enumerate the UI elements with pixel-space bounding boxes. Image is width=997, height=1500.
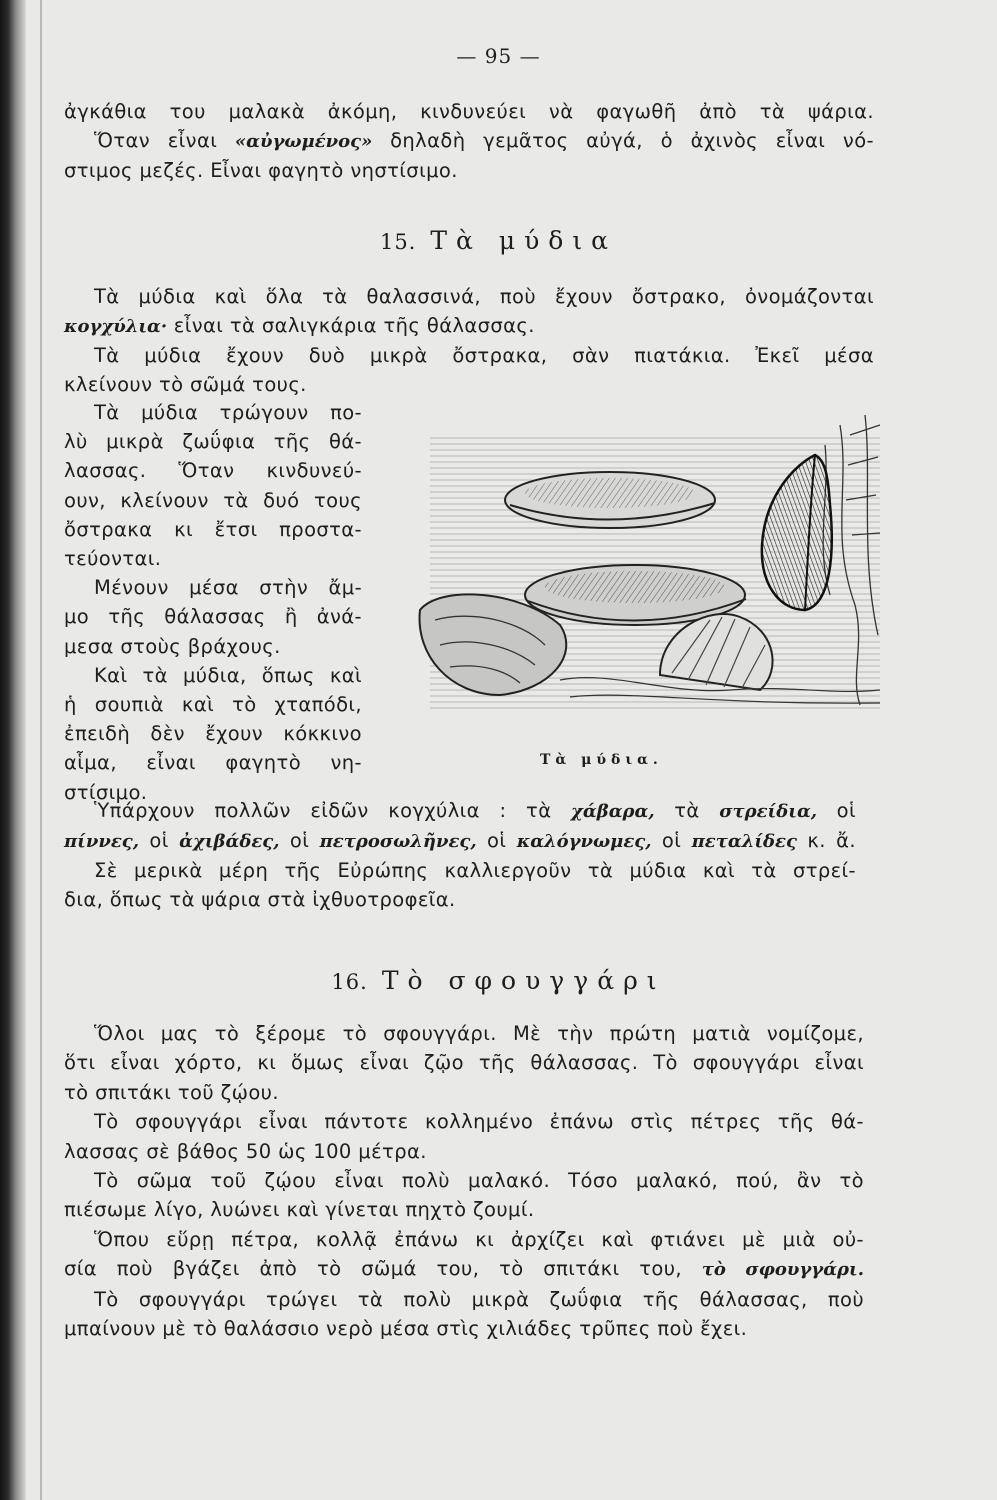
text-run: οἱ — [661, 829, 682, 852]
text-line: κλείνουν τὸ σῶμά τους. — [64, 373, 307, 396]
text-line: ἀγκάθια του μαλακὰ ἀκόμη, κινδυνεύει νὰ φαγωθῆ ἀπὸ τὰ ψάρια. — [64, 100, 874, 123]
text-line: μο τῆς θάλασσας ἢ ἀνά- — [64, 605, 362, 629]
text-line: λασσας σὲ βάθος 50 ὡς 100 μέτρα. — [64, 1139, 427, 1163]
text-line: Τὰ μύδια τρώγουν πο- — [94, 401, 362, 424]
text-line — [64, 796, 856, 826]
emphasized-term: ἀχιβάδες, — [179, 831, 280, 852]
text-line: μεσα στοὺς βράχους. — [64, 634, 281, 658]
emphasized-term: χάβαρα, — [571, 801, 655, 822]
intro-paragraph — [64, 97, 874, 185]
emphasized-term: τὸ σφουγγάρι. — [701, 1259, 864, 1281]
text-line: Τὸ σφουγγάρι εἶναι πάντοτε κολλημένο ἐπάνω στὶς πέτρες τῆς θά- — [94, 1110, 864, 1134]
text-run: οἱ — [149, 829, 169, 852]
text-line: λὺ μικρὰ ζωΰφια τῆς θά- — [64, 430, 362, 454]
text-run: οἱ — [836, 799, 857, 822]
text-line: Τὰ μύδια ἔχουν δυὸ μικρὰ ὄστρακα, σὰν πιατάκια. Ἐκεῖ μέσα — [94, 344, 874, 367]
text-line: ἐπειδὴ δὲν ἔχουν κόκκινο — [64, 722, 362, 746]
text-run: σία ποὺ βγάζει ἀπὸ τὸ σῶμά του, τὸ σπιτάκι του, — [64, 1257, 683, 1281]
figure-caption: Τὰ μύδια. — [540, 752, 663, 768]
section-number: 16. — [331, 970, 368, 994]
text-run: οἱ — [289, 829, 310, 852]
text-line: ὄστρακα κι ἔτσι προστα- — [64, 517, 362, 541]
book-binding-shadow — [0, 0, 26, 1500]
page-fold-line — [40, 0, 42, 1500]
page-number: — 95 — — [456, 44, 541, 68]
emphasized-term: κογχύλια· — [64, 316, 168, 337]
text-line — [64, 311, 874, 341]
mussels-illustration — [410, 405, 890, 715]
text-line: Καὶ τὰ μύδια, ὅπως καὶ — [94, 663, 362, 687]
text-run: Ὑπάρχουν πολλῶν εἰδῶν κογχύλια : τὰ — [94, 799, 552, 822]
section-15-narrow-column — [64, 398, 362, 807]
text-run: τὰ — [674, 799, 700, 822]
text-run: δηλαδὴ γεμᾶτος αὐγά, ὁ ἀχινὸς εἶναι νό- — [390, 129, 874, 152]
text-line: Ὅπου εὕρῃ πέτρα, κολλᾷ ἐπάνω κι ἀρχίζει καὶ φτιάνει μὲ μιὰ οὐ- — [94, 1227, 864, 1251]
section-15-paragraph-1 — [64, 282, 874, 399]
section-title: Τὰ μύδια — [430, 226, 618, 255]
text-line: τὸ σπιτάκι τοῦ ζῴου. — [64, 1080, 279, 1104]
text-line: ἡ σουπιὰ καὶ τὸ χταπόδι, — [64, 693, 362, 717]
text-line — [64, 1254, 864, 1284]
section-15-heading — [0, 226, 997, 255]
text-line — [64, 826, 856, 856]
emphasized-term: πίννες, — [64, 831, 140, 852]
text-run: κ. ἄ. — [807, 829, 857, 852]
emphasized-term: πεταλίδες — [691, 831, 797, 852]
section-15-paragraph-types — [64, 796, 856, 914]
text-run: Ὅταν εἶναι — [94, 129, 218, 152]
text-line: Τὰ μύδια καὶ ὅλα τὰ θαλασσινά, ποὺ ἔχουν ὄστρακο, ὀνομάζονται — [94, 285, 874, 308]
text-line — [64, 126, 874, 156]
text-run: εἶναι τὰ σαλιγκάρια τῆς θάλασσας. — [173, 314, 535, 337]
text-line: λασσας. Ὅταν κινδυνεύ- — [64, 459, 362, 483]
text-line: πιέσωμε λίγο, λυώνει καὶ γίνεται πηχτὸ ζουμί. — [64, 1198, 535, 1222]
emphasized-term: «αὐγωμένος» — [234, 131, 373, 152]
text-line: τεύονται. — [64, 547, 162, 571]
section-number: 15. — [379, 230, 417, 254]
text-line: Ὅλοι μας τὸ ξέρομε τὸ σφουγγάρι. Μὲ τὴν πρώτη ματιὰ νομίζομε, — [94, 1022, 864, 1045]
text-line: Τὸ σφουγγάρι τρώγει τὰ πολὺ μικρὰ ζωΰφια τῆς θάλασσας, ποὺ — [94, 1287, 864, 1311]
text-run: οἱ — [486, 829, 507, 852]
emphasized-term: καλόγνωμες, — [516, 831, 652, 852]
text-line: στιμος μεζές. Εἶναι φαγητὸ νηστίσιμο. — [64, 159, 458, 182]
text-line: στίσιμο. — [64, 780, 148, 804]
text-line: Τὸ σῶμα τοῦ ζῴου εἶναι πολὺ μαλακό. Τόσο μαλακό, πού, ἂν τὸ — [94, 1169, 864, 1193]
text-line: δια, ὅπως τὰ ψάρια στὰ ἰχθυοτροφεῖα. — [64, 888, 456, 911]
section-title: Τὸ σφουγγάρι — [381, 966, 666, 995]
text-line: Μένουν μέσα στὴν ἄμ- — [94, 576, 362, 600]
text-line: ὅτι εἶναι χόρτο, κι ὅμως εἶναι ζῷο τῆς θάλασσας. Τὸ σφουγγάρι εἶναι — [64, 1051, 864, 1075]
text-line: Σὲ μερικὰ μέρη τῆς Εὐρώπης καλλιεργοῦν τὰ μύδια καὶ τὰ στρεί- — [94, 859, 856, 882]
section-16-body — [64, 1019, 864, 1343]
emphasized-term: στρείδια, — [719, 801, 818, 822]
emphasized-term: πετροσωλῆνες, — [319, 831, 477, 852]
text-line: αἷμα, εἶναι φαγητὸ νη- — [64, 751, 362, 775]
text-line: ουν, κλείνουν τὰ δυό τους — [64, 488, 362, 512]
oyster-shell-upper — [505, 472, 715, 528]
section-16-heading — [0, 966, 997, 995]
text-line: μπαίνουν μὲ τὸ θαλάσσιο νερὸ μέσα στὶς χιλιάδες τρῦπες ποὺ ἔχει. — [64, 1317, 748, 1341]
